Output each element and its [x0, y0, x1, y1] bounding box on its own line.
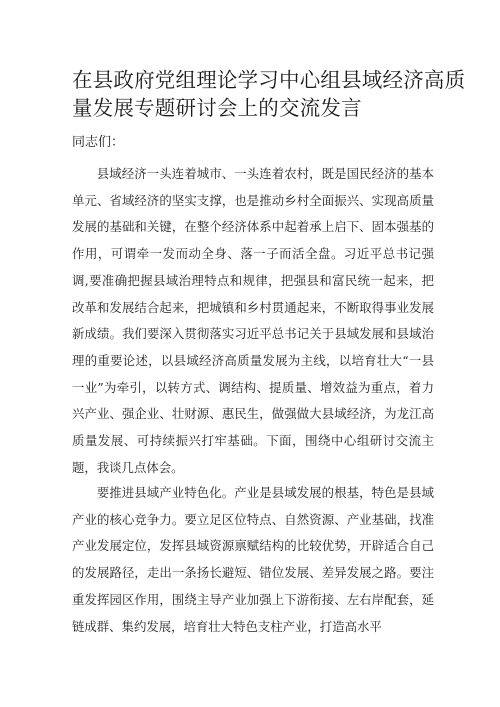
- body-paragraph-2: 要推进县域产业特色化。产业是县域发展的根基，特色是县域产业的核心竞争力。要立足区位特点、自然资源、产业基础，找准产业发展定位，发挥县域资源禀赋结构的比较优势，开辟适合自己的发展路径，走出一条扬长避短、错位发展、差异发展之路。要注重发挥园区作用，围绕主导产业加强上下游衔接、左右岸配套，延链成群、集约发展，培育壮大特色支柱产业，打造高水平: [72, 485, 434, 634]
- salutation: 同志们：: [72, 135, 125, 150]
- body-paragraph-1: 县域经济一头连着城市、一头连着农村，既是国民经济的基本单元、省域经济的坚实支撑，也是推动乡村全面振兴、实现高质量发展的基础和关键，在整个经济体系中起着承上启下、固本强基的作用，可谓牵一发而动全身、落一子而活全盘。习近平总书记强调,要准确把握县域治理特点和规律，把强县和富民统一起来，把改革和发展结合起来，把城镇和乡村贯通起来，不断取得事业发展新成绩。我们要深入贯彻落实习近平总书记关于县域发展和县域治理的重要论述，以县域经济高质量发展为主线，以培育壮大“一县一业”为牵引，以转方式、调结构、提质量、增效益为重点，着力兴产业、强企业、壮财源、惠民生，做强做大县域经济，为龙江高质量发展、可持续振兴打牢基础。下面，围绕中心组研讨交流主题，我谈几点体会。: [72, 166, 434, 475]
- document-title: 在县政府党组理论学习中心组县域经济高质量发展专题研讨会上的交流发言: [72, 68, 466, 120]
